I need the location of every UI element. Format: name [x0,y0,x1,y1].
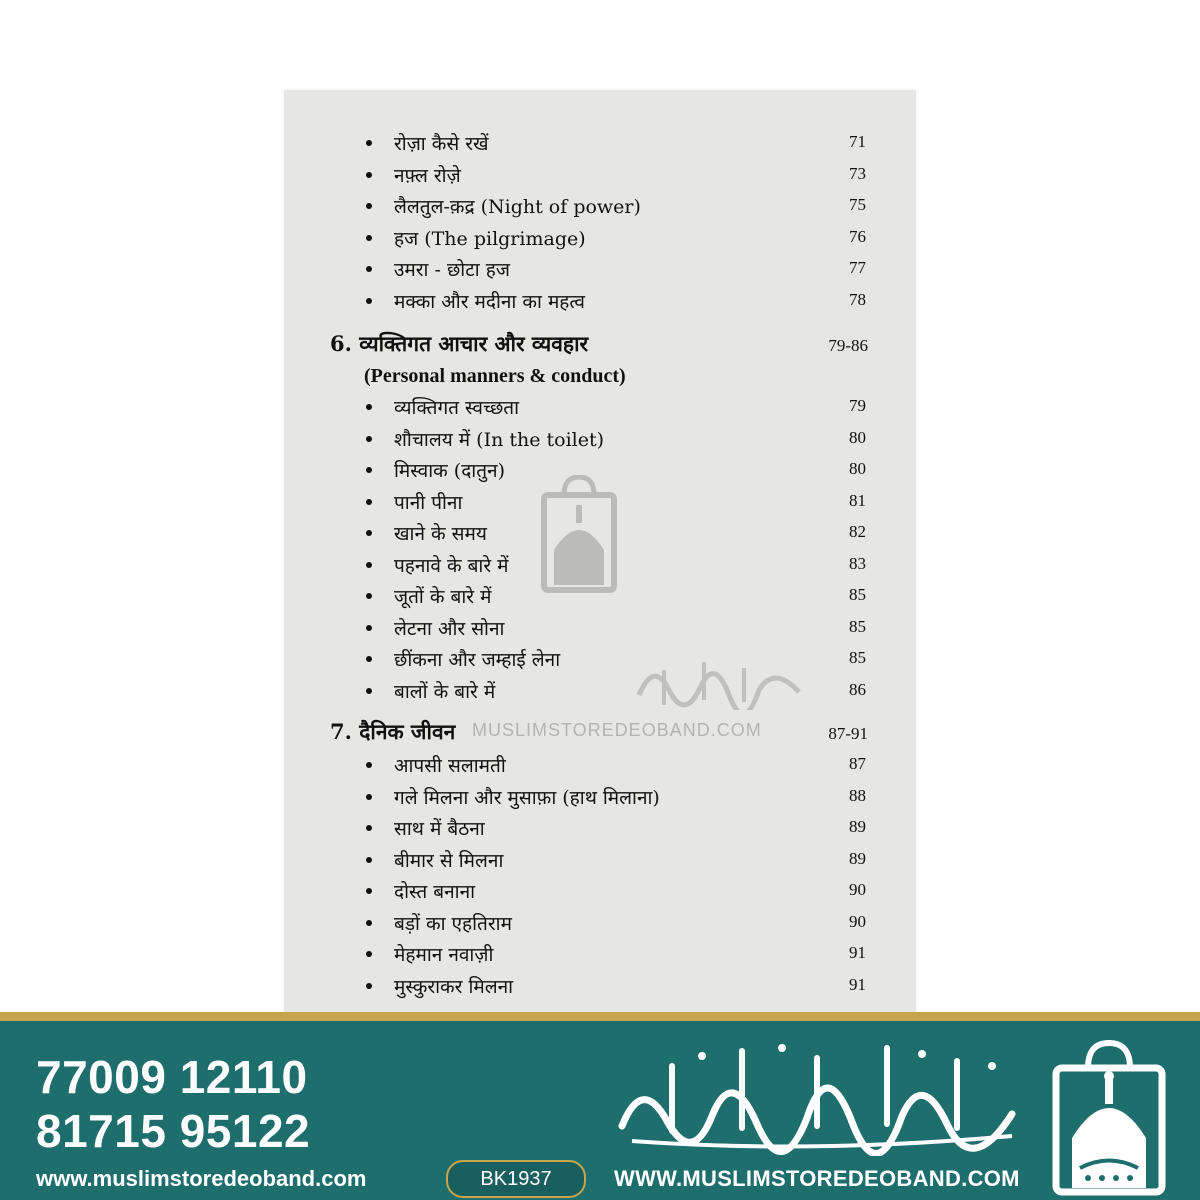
toc-item-page: 91 [849,974,866,994]
toc-item-label: खाने के समय [394,523,487,545]
toc-item-page: 73 [849,163,866,183]
watermark-url: MUSLIMSTOREDEOBAND.COM [472,720,762,740]
section-6-pages: 79-86 [828,336,868,355]
toc-item [284,971,916,1001]
toc-item-page: 89 [849,817,866,836]
phone-number-2: 81715 95122 [36,1105,311,1157]
toc-item [284,550,916,580]
toc-item [284,487,916,517]
gold-band [0,1012,1200,1021]
shopping-bag-mosque-icon [1050,1038,1168,1198]
website-link-right[interactable]: WWW.MUSLIMSTOREDEOBAND.COM [614,1166,1020,1191]
bullet-icon [366,625,372,631]
toc-item [284,191,916,221]
toc-item-page: 87 [849,754,866,773]
bullet-icon [366,172,372,178]
toc-section-6-heading [284,330,916,364]
toc-item [284,908,916,938]
bullet-icon [366,140,372,146]
section-6-title: 6. व्यक्तिगत आचार और व्यवहार [330,331,589,356]
bullet-icon [366,499,372,505]
toc-item-page: 83 [849,553,866,573]
toc-item-page: 86 [849,679,866,699]
toc-item-page: 91 [849,943,866,962]
toc-item [284,876,916,906]
bullet-icon [366,235,372,241]
toc-item-page: 90 [849,880,866,899]
bullet-icon [366,888,372,894]
bullet-icon [366,656,372,662]
toc-item-label: शौचालय में (In the toilet) [394,428,605,451]
toc-item-page: 89 [849,848,866,868]
toc-item-page: 77 [849,258,866,277]
toc-item-label: मुस्कुराकर मिलना [394,975,514,998]
bullet-icon [366,266,372,272]
bullet-icon [366,951,372,957]
toc-item-page: 81 [849,490,866,510]
toc-item-page: 71 [849,132,866,151]
bullet-icon [366,762,372,768]
toc-item [284,813,916,843]
toc-item-page: 85 [849,585,866,604]
bullet-icon [366,983,372,989]
toc-item [284,424,916,454]
phone-number-1: 77009 12110 [36,1051,308,1103]
toc-item-label: रोज़ा कैसे रखें [394,133,489,155]
toc-item-label: साथ में बैठना [394,818,485,840]
toc-item-label: व्यक्तिगत स्वच्छता [394,397,520,419]
toc-item-label: नफ़्ल रोज़े [394,164,461,187]
toc-item-label: लेटना और सोना [394,617,505,640]
toc-item-label: मिस्वाक (दातुन) [394,460,506,482]
toc-item-label: उमरा - छोटा हज [394,259,510,281]
toc-item-page: 80 [849,427,866,447]
bullet-icon [366,920,372,926]
toc-item-label: मक्का और मदीना का महत्व [394,290,585,313]
toc-item [284,845,916,875]
toc-item [284,254,916,284]
toc-item [284,160,916,190]
toc-item-page: 78 [849,289,866,309]
toc-item-label: आपसी सलामती [394,755,506,777]
bullet-icon [366,298,372,304]
toc-item-page: 75 [849,195,866,214]
toc-item-label: हज (The pilgrimage) [394,227,586,250]
bullet-icon [366,794,372,800]
section-6-subtitle: (Personal manners & conduct) [364,365,626,387]
toc-item-page: 76 [849,226,866,246]
toc-item [284,392,916,422]
toc-item [284,581,916,611]
bullet-icon [366,436,372,442]
toc-item [284,613,916,643]
bullet-icon [366,688,372,694]
toc-item [284,782,916,812]
toc-item-label: बालों के बारे में [394,680,496,703]
store-footer-banner [0,1012,1200,1200]
section-7-title: 7. दैनिक जीवन [330,719,456,744]
toc-item [284,644,916,674]
toc-item-label: पहनावे के बारे में [394,554,509,577]
brand-calligraphy-logo [612,1036,1032,1156]
bullet-icon [366,857,372,863]
bullet-icon [366,562,372,568]
toc-item-label: पानी पीना [394,491,463,514]
toc-item-label: जूतों के बारे में [394,586,492,608]
toc-item-label: बीमार से मिलना [394,849,504,872]
toc-item-label: गले मिलना और मुसाफ़ा (हाथ मिलाना) [394,786,660,809]
bullet-icon [366,467,372,473]
toc-item-page: 85 [849,616,866,636]
toc-item-page: 85 [849,648,866,667]
section-7-pages: 87-91 [828,724,868,743]
toc-item [284,223,916,253]
bullet-icon [366,530,372,536]
toc-item-page: 88 [849,785,866,805]
toc-item-label: लैलतुल-क़द्र (Night of power) [394,196,641,218]
toc-item [284,939,916,969]
bullet-icon [366,203,372,209]
bullet-icon [366,825,372,831]
toc-item [284,518,916,548]
toc-item-label: मेहमान नवाज़ी [394,944,494,966]
toc-item [284,128,916,158]
book-page [284,90,916,1015]
toc-item [284,455,916,485]
toc-section-7-heading [284,718,916,752]
toc-item-page: 80 [849,459,866,478]
bullet-icon [366,593,372,599]
toc-item-page: 82 [849,522,866,541]
toc-item-label: बड़ों का एहतिराम [394,912,512,935]
toc-item-page: 90 [849,911,866,931]
toc-item [284,750,916,780]
toc-item-label: दोस्त बनाना [394,881,476,903]
toc-item [284,286,916,316]
bullet-icon [366,404,372,410]
toc-item [284,676,916,706]
toc-item-label: छींकना और जम्हाई लेना [394,649,561,671]
product-code-badge: BK1937 [446,1160,586,1198]
website-link-left[interactable]: www.muslimstoredeoband.com [36,1166,367,1191]
toc-item-page: 79 [849,396,866,415]
